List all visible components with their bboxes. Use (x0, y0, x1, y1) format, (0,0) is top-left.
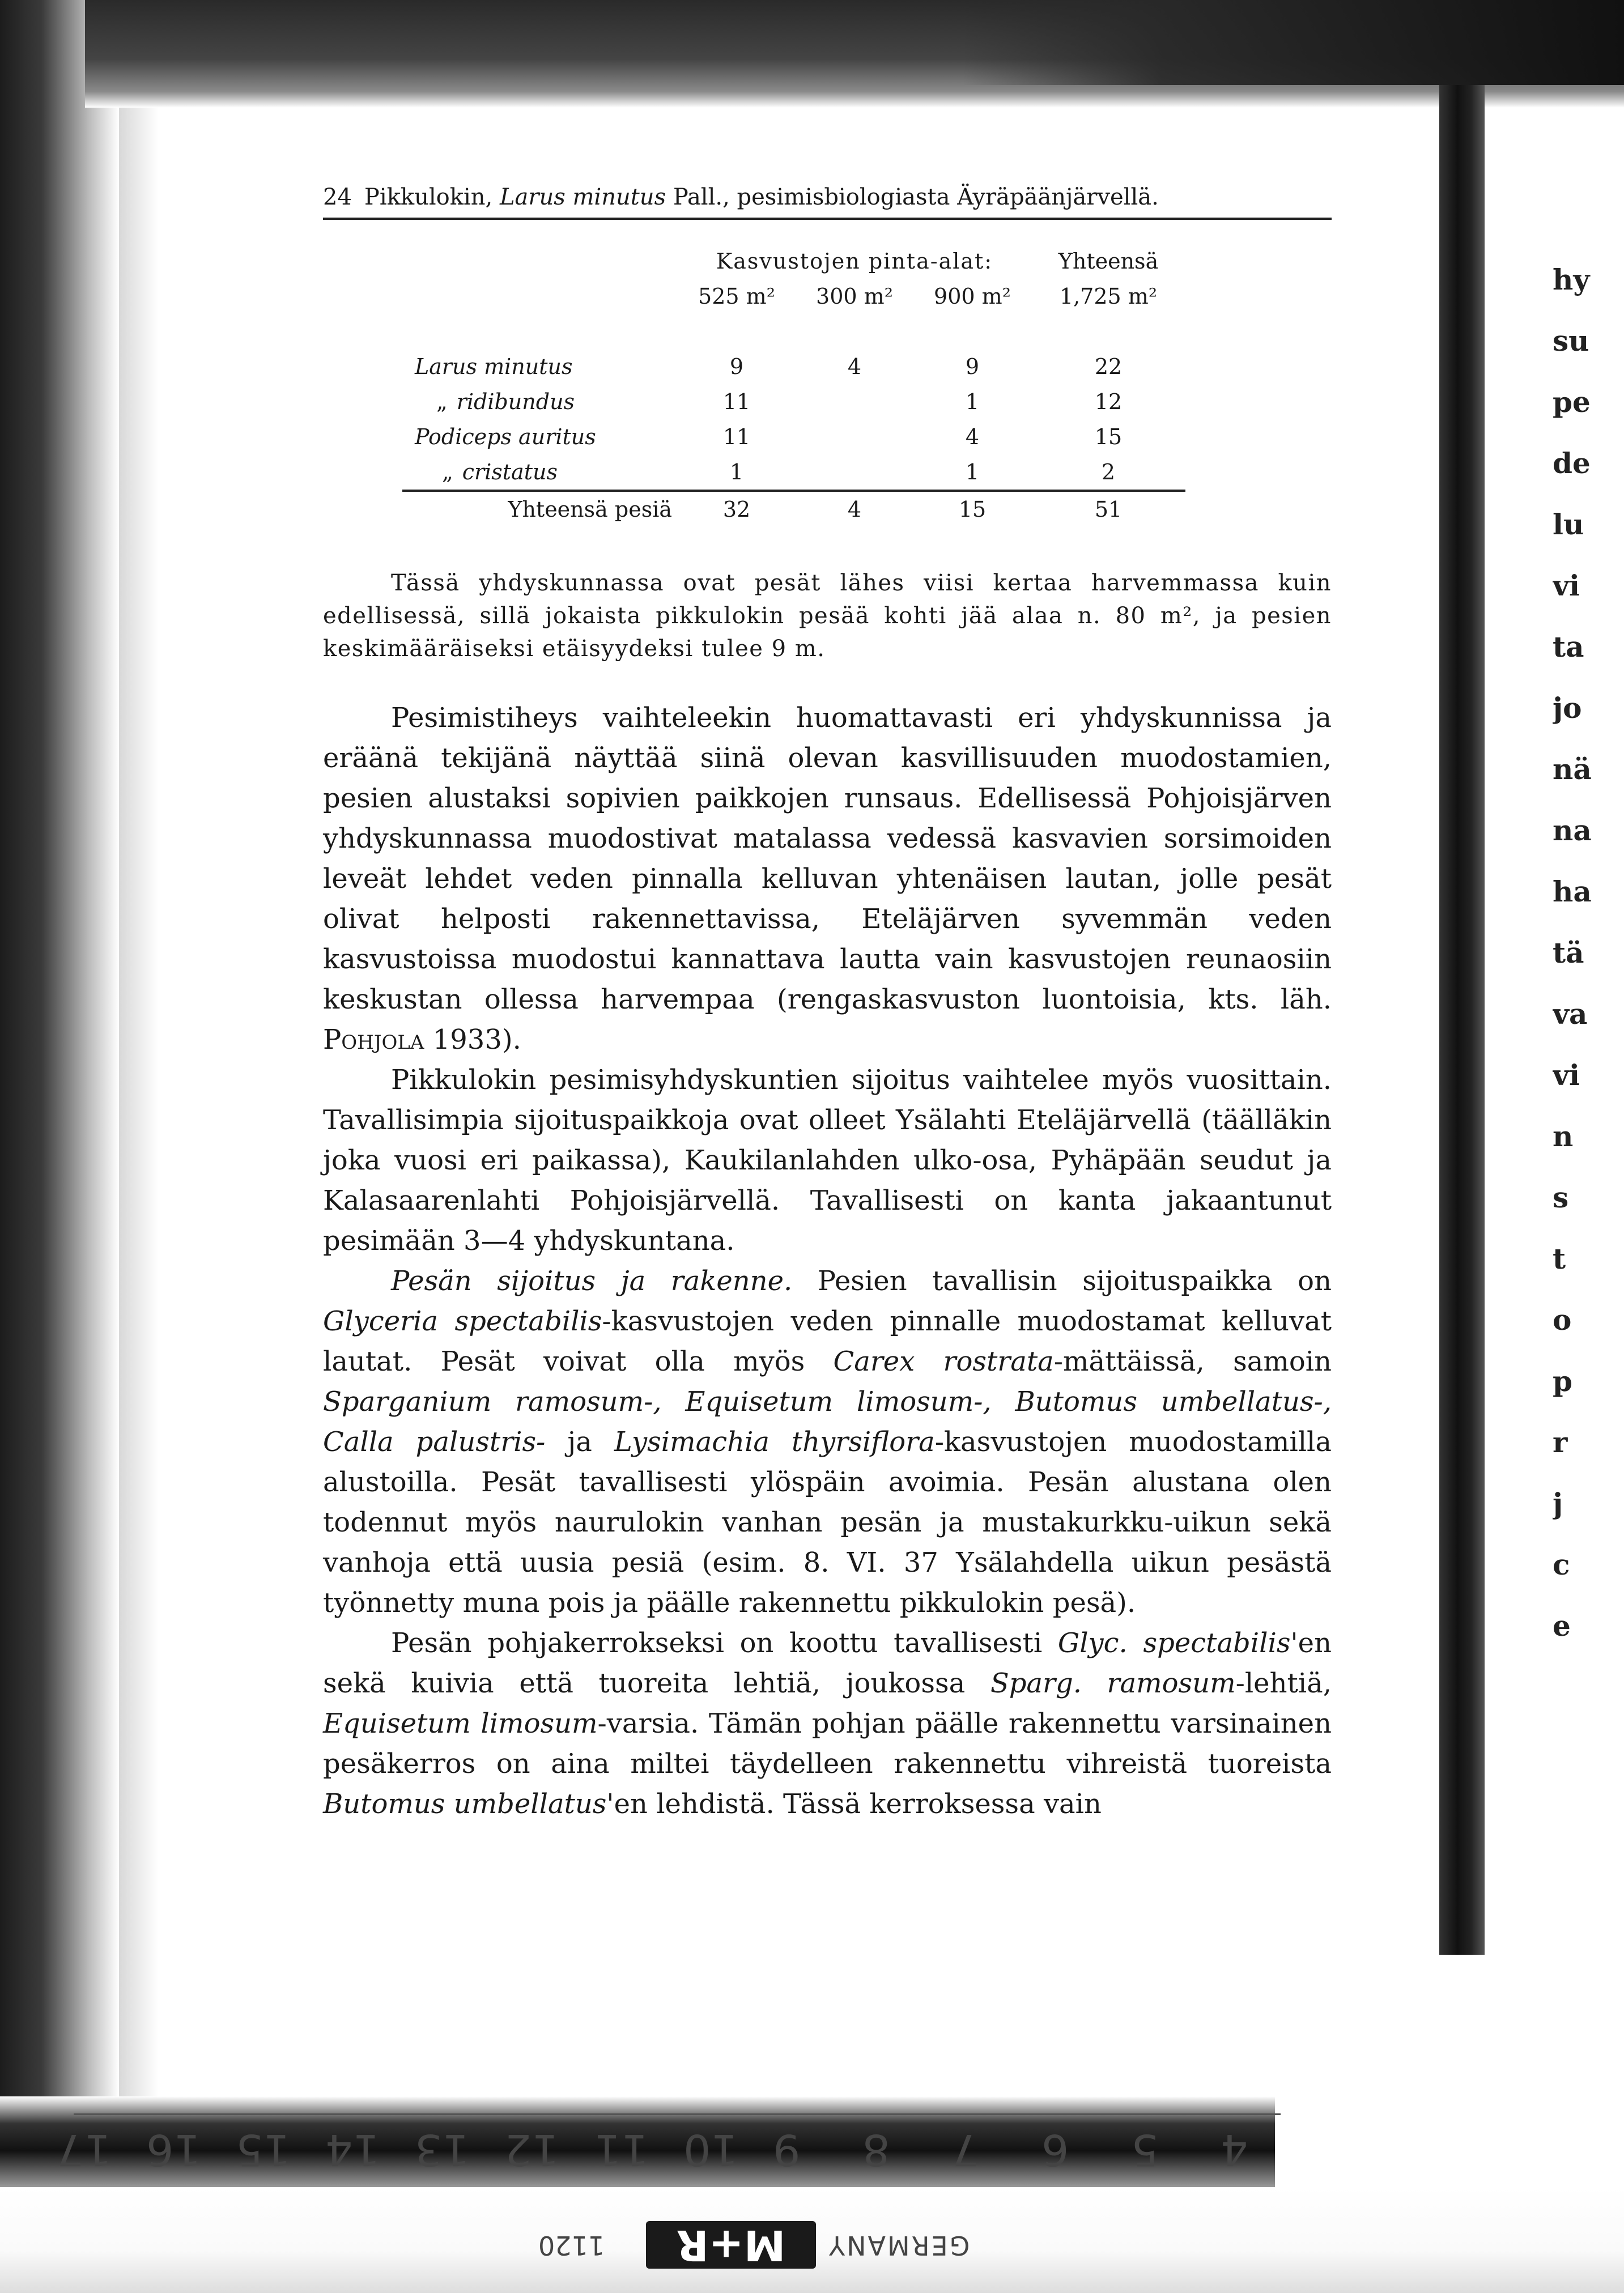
margin-fragment: jo (1553, 691, 1582, 725)
scan-border-left (0, 0, 119, 2293)
margin-fragment: vi (1553, 1058, 1580, 1092)
margin-fragment: t (1553, 1242, 1566, 1275)
running-head-post: Pall., pesimisbiologiasta Äyräpäänjärvellä. (666, 184, 1159, 210)
table-row: Podiceps auritus 11 4 15 (415, 424, 1123, 449)
margin-fragment: c (1553, 1548, 1570, 1581)
scan-border-right (1439, 85, 1485, 1955)
ditto-mark: „ (442, 460, 453, 484)
margin-fragment: s (1553, 1181, 1569, 1214)
margin-fragment: ha (1553, 875, 1592, 908)
margin-fragment: j (1553, 1487, 1563, 1520)
table-group-header (402, 244, 1185, 279)
ruler-number: 14 (325, 2125, 380, 2175)
sum-label: Yhteensä pesiä (402, 491, 678, 527)
margin-fragment: pe (1553, 385, 1591, 419)
ruler-code: 1120 (538, 2230, 605, 2261)
ruler-number: 16 (146, 2125, 201, 2175)
paragraph: Pesän pohjakerrokseksi on koottu tavallisesti Glyc. spectabilis'en sekä kuivia että tuoreita lehtiä, joukossa Sparg. ramosum-lehtiä, Equisetum limosum-varsia. Tämän pohjan päälle rakennettu varsinainen pesäkerros on aina miltei täydelleen rakennettu vihreistä tuoreista Butomus umbellatus'en lehdistä. Tässä kerroksessa vain (323, 1627, 1332, 1820)
scan-shadow-left (119, 108, 159, 2102)
adjacent-page-fragments (1553, 249, 1624, 2006)
margin-fragment: va (1553, 997, 1588, 1031)
scale-ruler (51, 2113, 1275, 2238)
species-name: Larus minutus (415, 354, 573, 379)
margin-fragment: vi (1553, 569, 1580, 602)
area-col-1: 525 m² (698, 284, 775, 309)
running-head-pre: Pikkulokin, (364, 184, 500, 210)
author-citation: Pohjola (323, 1024, 424, 1056)
paragraph: Pikkulokin pesimisyhdyskuntien sijoitus vaihtelee myös vuosittain. Tavallisimpia sijoituspaikkoja ovat olleet Ysälahti Eteläjärvellä (täälläkin joka vuosi eri paikassa), Kaukilanlahden ulko-osa, Pyhäpään seudut ja Kalasaarenlahti Pohjoisjärvellä. Tavallisesti on kanta jakaantunut pesimään 3—4 yhdyskuntana. (323, 1064, 1332, 1257)
margin-fragment: r (1553, 1426, 1568, 1459)
ruler-number: 12 (504, 2125, 559, 2175)
species-name: ridibundus (456, 389, 575, 414)
area-col-2: 300 m² (816, 284, 893, 309)
area-col-3: 900 m² (934, 284, 1011, 309)
table-sum-row: Yhteensä pesiä 32 4 15 51 (402, 491, 1185, 527)
book-page (323, 181, 1332, 1824)
ruler-brand-country: GERMANY (827, 2230, 970, 2261)
ruler-number: 9 (773, 2125, 801, 2175)
scan-border-top-right (963, 0, 1624, 85)
ruler-number: 11 (594, 2125, 649, 2175)
ruler-number: 8 (862, 2125, 890, 2175)
margin-fragment: n (1553, 1120, 1574, 1153)
table-row: „ ridibundus 11 1 12 (436, 389, 1123, 414)
table-row: Larus minutus 9 4 9 22 (415, 354, 1123, 379)
margin-fragment: na (1553, 814, 1592, 847)
ditto-mark: „ (436, 389, 448, 414)
margin-fragment: nä (1553, 752, 1592, 786)
margin-fragment: su (1553, 324, 1589, 358)
ruler-line (74, 2113, 1281, 2115)
running-head (323, 181, 1332, 213)
nest-count-table (402, 244, 1185, 527)
ruler-number: 17 (57, 2125, 112, 2175)
paragraph: Pesimistiheys vaihteleekin huomattavasti eri yhdyskunnissa ja eräänä tekijänä näyttää siinä olevan kasvillisuuden muodostamien, pesien alustaksi sopivien paikkojen runsaus. Edellisessä Pohjoisjärven yhdyskunnassa muodostivat matalassa vedessä kasvavien sorsimoiden leveät lehdet veden pinnalla kelluvan yhtenäisen lautan, jolle pesät olivat helposti rakennettavissa, Eteläjärven syvemmän veden kasvustoissa muodostui kannattava lautta vain kasvustojen reunaosiin keskustan ollessa harvempaa (rengaskasvuston luontoisia, kts. läh. Pohjola 1933). (323, 702, 1332, 1056)
ruler-number: 15 (236, 2125, 291, 2175)
table-note: Tässä yhdyskunnassa ovat pesät lähes viisi kertaa harvemmassa kuin edellisessä, sillä jokaista pikkulokin pesää kohti jää alaa n. 80 m², ja pesien keskimääräiseksi etäisyydeksi tulee 9 m. (323, 570, 1332, 662)
table-area-header (402, 279, 1185, 314)
ruler-brand-logo: M+R (646, 2221, 816, 2269)
margin-fragment: e (1553, 1609, 1571, 1643)
ruler-number: 6 (1041, 2125, 1069, 2175)
body-text (323, 698, 1332, 1824)
ruler-number: 10 (683, 2125, 738, 2175)
table-total-heading: Yhteensä (1058, 249, 1159, 274)
margin-fragment: de (1553, 446, 1591, 480)
margin-fragment: p (1553, 1364, 1572, 1398)
species-name: Podiceps auritus (415, 424, 596, 449)
area-col-total: 1,725 m² (1059, 284, 1158, 309)
paragraph: Pesän sijoitus ja rakenne. Pesien tavallisin sijoituspaikka on Glyceria spectabilis-kasvustojen veden pinnalle muodostamat kelluvat lautat. Pesät voivat olla myös Carex rostrata-mättäissä, samoin Sparganium ramosum-, Equisetum limosum-, Butomus umbellatus-, Calla palustris- ja Lysimachia thyrsiflora-kasvustojen muodostamilla alustoilla. Pesät tavallisesti ylöspäin avoimia. Pesän alustana olen todennut myös naurulokin vanhan pesän ja mustakurkku-uikun sekä vanhoja että uusia pesiä (esim. 8. VI. 37 Ysälahdella uikun pesästä työnnetty muna pois ja päälle rakennettu pikkulokin pesä). (323, 1265, 1332, 1619)
margin-fragment: lu (1553, 508, 1584, 541)
margin-fragment: hy (1553, 263, 1590, 296)
running-head-taxon: Larus minutus (499, 184, 666, 210)
margin-fragment: tä (1553, 936, 1584, 969)
table-group-heading: Kasvustojen pinta-alat: (716, 249, 993, 274)
table-row: „ cristatus 1 1 2 (442, 460, 1116, 484)
species-name: cristatus (462, 460, 558, 484)
margin-fragment: o (1553, 1303, 1572, 1337)
section-heading: Pesän sijoitus ja rakenne. (391, 1265, 793, 1297)
ruler-number: 5 (1131, 2125, 1159, 2175)
ruler-number: 13 (415, 2125, 470, 2175)
margin-fragment: ta (1553, 630, 1584, 663)
ruler-number: 4 (1221, 2125, 1248, 2175)
header-rule (323, 218, 1332, 220)
ruler-number: 7 (952, 2125, 980, 2175)
page-number: 24 (323, 184, 352, 210)
